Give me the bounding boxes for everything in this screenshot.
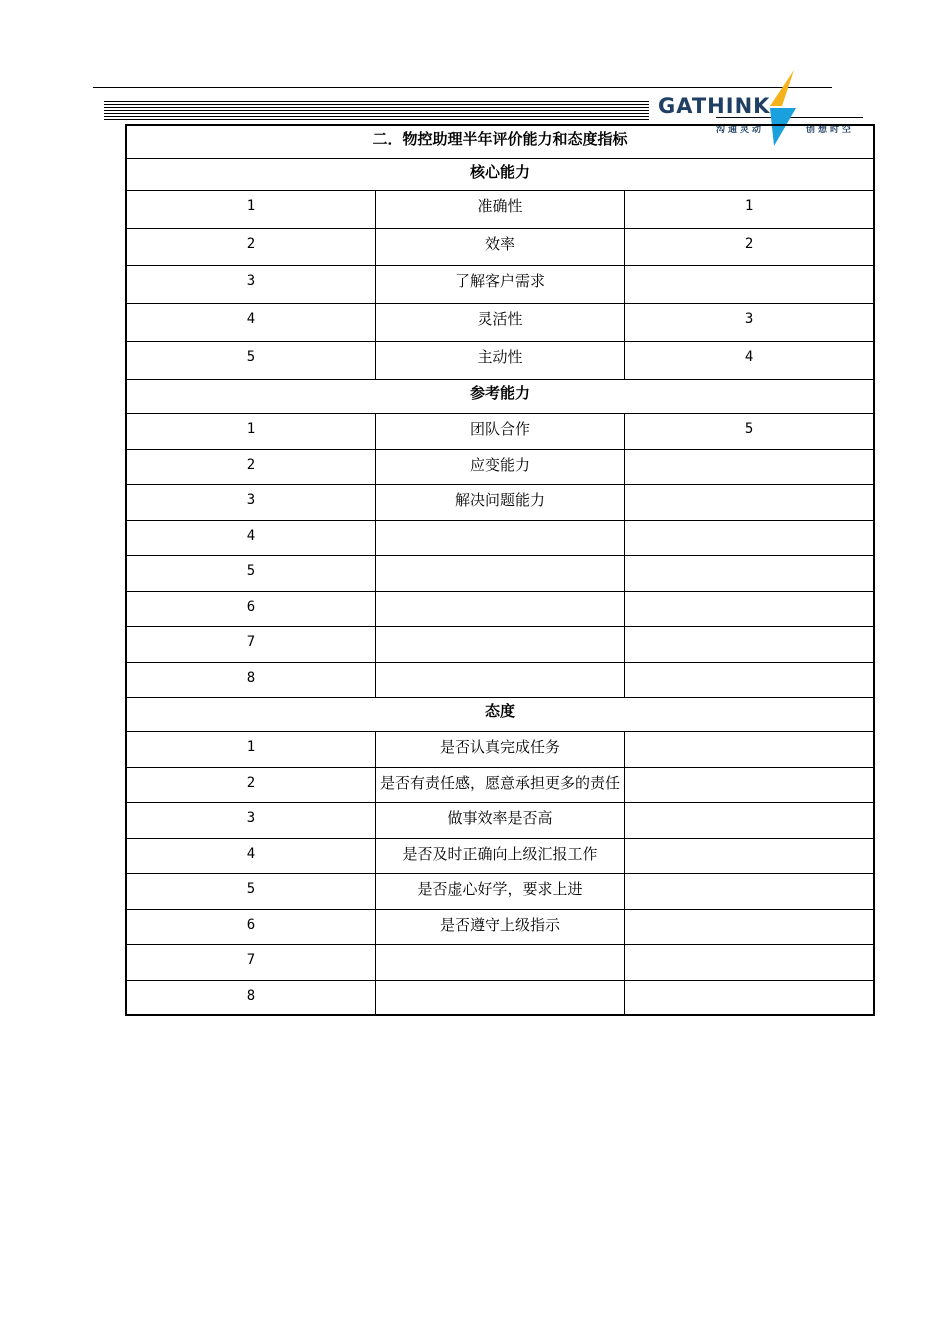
row-number: 6 [126,909,375,944]
row-score [625,873,874,909]
row-score: 3 [625,303,874,341]
table-row [126,767,874,802]
section-heading-row [126,379,874,413]
logo-text: GATHINK [658,94,771,118]
row-score [625,767,874,802]
section-heading-row [126,158,874,190]
row-score [625,626,874,662]
table-row [126,449,874,484]
row-item: 是否虚心好学，要求上进 [375,873,624,909]
row-item [375,944,624,980]
table-title: 二．物控助理半年评价能力和态度指标 [126,125,874,158]
row-item: 是否有责任感，愿意承担更多的责任 [375,767,624,802]
table-row [126,413,874,449]
row-number: 1 [126,190,375,228]
section-heading-row [126,697,874,731]
row-item: 是否认真完成任务 [375,731,624,767]
table-row [126,838,874,873]
row-score [625,944,874,980]
row-number: 1 [126,731,375,767]
row-number: 4 [126,838,375,873]
row-item [375,591,624,626]
section-heading: 核心能力 [126,158,874,190]
row-number: 2 [126,228,375,265]
table-row [126,731,874,767]
row-number: 7 [126,626,375,662]
row-score [625,484,874,520]
row-item: 灵活性 [375,303,624,341]
row-number: 3 [126,802,375,838]
row-number: 4 [126,520,375,555]
logo-slogan-left: 沟通灵动 [716,125,765,135]
table-row [126,944,874,980]
section-heading: 态度 [126,697,874,731]
row-number: 3 [126,265,375,303]
table-row [126,265,874,303]
row-item: 准确性 [375,190,624,228]
row-score: 1 [625,190,874,228]
logo-slogan-right: 创想时空 [806,125,855,135]
table-row [126,520,874,555]
table-row [126,484,874,520]
row-number: 2 [126,767,375,802]
row-score [625,838,874,873]
row-item [375,662,624,697]
row-score [625,731,874,767]
row-number: 4 [126,303,375,341]
section-heading: 参考能力 [126,379,874,413]
row-item: 是否遵守上级指示 [375,909,624,944]
row-number: 7 [126,944,375,980]
header-striped-rule [104,101,649,120]
row-score [625,449,874,484]
table-row [126,980,874,1015]
row-item: 了解客户需求 [375,265,624,303]
row-number: 8 [126,980,375,1015]
row-item [375,520,624,555]
row-number: 5 [126,555,375,591]
row-item: 团队合作 [375,413,624,449]
row-number: 5 [126,873,375,909]
row-number: 8 [126,662,375,697]
row-item: 应变能力 [375,449,624,484]
table-row [126,662,874,697]
row-item: 解决问题能力 [375,484,624,520]
table-row [126,228,874,265]
row-score: 5 [625,413,874,449]
row-score: 2 [625,228,874,265]
row-number: 3 [126,484,375,520]
row-item [375,626,624,662]
row-score [625,909,874,944]
row-number: 5 [126,341,375,379]
table-row [126,909,874,944]
row-item: 做事效率是否高 [375,802,624,838]
row-score [625,265,874,303]
table-row [126,303,874,341]
row-number: 2 [126,449,375,484]
table-row [126,873,874,909]
row-item [375,555,624,591]
row-score [625,802,874,838]
row-item: 是否及时正确向上级汇报工作 [375,838,624,873]
row-score [625,980,874,1015]
table-row [126,802,874,838]
table-row [126,555,874,591]
row-number: 1 [126,413,375,449]
table-row [126,341,874,379]
evaluation-table [125,124,875,1016]
row-score [625,662,874,697]
table-row [126,190,874,228]
row-score: 4 [625,341,874,379]
row-score [625,520,874,555]
row-item [375,980,624,1015]
table-title-row [126,125,874,158]
row-number: 6 [126,591,375,626]
row-score [625,555,874,591]
table-row [126,626,874,662]
row-item: 主动性 [375,341,624,379]
row-score [625,591,874,626]
row-item: 效率 [375,228,624,265]
table-row [126,591,874,626]
